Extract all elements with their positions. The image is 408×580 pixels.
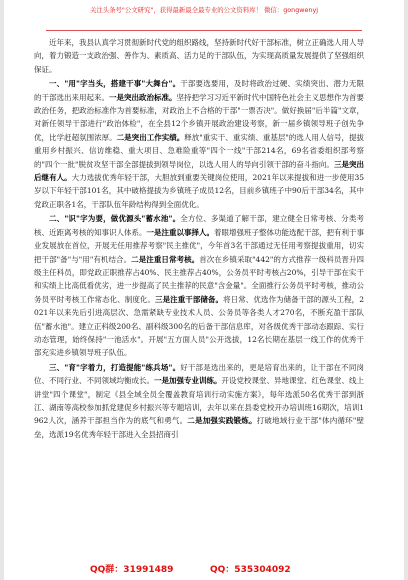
footer-qq-number: QQ：535304092 — [210, 565, 291, 575]
section-2-text-b: 着眼增强班子整体功能选配干部，把有利于事业发展放在首位，开展无任用推荐考察"民主推优"，今年首3名干部通过无任用考察提拔重用，切实把干部"备"与"用"有机结合。 — [34, 227, 364, 264]
section-2-point-1: 一是注重以事择人。 — [146, 227, 214, 237]
section-3-paragraph — [34, 361, 364, 441]
section-2-paragraph — [34, 212, 364, 359]
section-1-text-c: 释放"重实干、重实绩、重基层"的选人用人信号，提拔重用乡村振兴、信访维稳、重大项目、急难险重等"四个一线"干部214名，69名省委组织部考察的"四个一批"脱贫攻坚干部全部提拔到领导岗位，以选人用人的导向引领干部的奋斗指向。 — [34, 132, 364, 169]
section-1-paragraph — [34, 77, 364, 211]
header-divider — [46, 30, 362, 31]
section-2-text-d: 将日常、优选作为储备干部的源头工程，2021年以来先后引进高层次、急需紧缺专业技术人员、公务员等各类人才270名，不断充盈干部队伍"蓄水池"。建立正科级200名、副科级300名的后备干部信息库，对各级优秀干部动态跟踪、实行动态管理，始终保持"一池活水"。开展"五方面人员"公开选拔，12名长期在基层一线工作的优秀干部充实进乡镇领导班子队伍。 — [34, 294, 364, 358]
section-1-point-3: 三是突出后继有人。 — [34, 159, 364, 183]
section-1-text-b: 坚持把学习习近平新时代中国特色社会主义思想作为首要政治任务，把政治标准作为首要标准，对政治上不合格的干部"一票否决"。做好换届"后半篇"文章，对新任领导干部进行"政治体检"，在全县12个乡镇开展政治建设考察，新一届乡镇领导班子创先争优，比学赶超氛围浓厚。 — [34, 92, 364, 142]
section-1-heading: 一、"用"字当头，搭建干事"大舞台"。 — [49, 79, 181, 89]
section-2-text-c: 首次在乡镇采取"442"的方式推荐一级科员晋升四级主任科员，即党政正职推荐占40%、民主推荐占40%，公务员平时考核占20%，引导干部在实干和实绩上比高低看优劣，进一步提高了民主推荐的民意"含金量"。全面推行公务员平时考核，推动公务员平时考核工作常态化、制度化。 — [34, 254, 364, 304]
document-page — [4, 0, 404, 580]
intro-paragraph: 近年来，我县认真学习贯彻新时代党的组织路线，坚持新时代好干部标准，树立正确选人用人导向，着力锻造一支政治强、善作为、素质高、活力足的干部队伍，为实现高质量发展提供了坚强组织保证。 — [34, 38, 364, 74]
section-2-heading: 二、"识"字为要，做优源头"蓄水池"。 — [49, 214, 181, 224]
page-header — [4, 6, 404, 15]
section-3-point-1: 一是加强专业训练。 — [154, 376, 222, 386]
section-1-text-a: 干部要选要用，及时将政治过硬、实绩突出、潜力无限的干部选出来用起来。 — [34, 79, 364, 102]
section-3-point-2: 二是加强实践锻炼。 — [187, 416, 257, 426]
section-3-text-c: 打破地域行业干部"体内循环"壁垒，选派19名优秀年轻干部进入全县招商引 — [34, 416, 364, 439]
section-1-text-d: 大力选拔优秀年轻干部，大胆放到重要关键岗位使用，2021年以来提拔和进一步使用35岁以下年轻干部101名，其中破格提拔为乡镇班子成员12名，目前乡镇班子中90后干部34名，其中党政正职各1名，干部队伍年龄结构得到全面优化。 — [34, 173, 364, 209]
header-promo-text: 关注头条号"公文研究"，获得最新最全最专业的公文资料库！ 微信：gongwenyj — [89, 6, 319, 14]
footer-qq-group: QQ群：31991489 — [90, 565, 174, 575]
section-2-text-a: 全方位、多渠道了解干部，建立健全日常考核、分类考核、近距离考核的知事识人体系。 — [34, 214, 364, 237]
section-3-text-a: 好干部是选出来的，更是培育出来的，让干部在不同岗位、不同行业、不同领域均衡成长。 — [34, 362, 364, 386]
section-1-point-1: 一是突出政治标准。 — [109, 92, 177, 102]
section-3-text-b: 开设党校课堂、异地课堂、红色课堂、线上讲堂"四个课堂"，制定《县全域全员全覆盖教育培训行动实施方案》，每年选派50名优秀干部到浙江、湖南等高校参加抓党建促乡村振兴等专题培训，去年以来在县委党校开办培训班16期次，培训1962人次，涵养干部担当作为的底气和勇气。 — [34, 376, 364, 426]
document-body — [34, 36, 364, 542]
section-2-point-2: 二是注重日常考核。 — [131, 254, 200, 264]
section-3-heading: 三、"育"字着力，打造提能"练兵场"。 — [49, 362, 181, 372]
section-2-point-3: 三是注重干部储备。 — [155, 294, 224, 304]
section-1-point-2: 二是突出工作实绩。 — [116, 132, 185, 142]
